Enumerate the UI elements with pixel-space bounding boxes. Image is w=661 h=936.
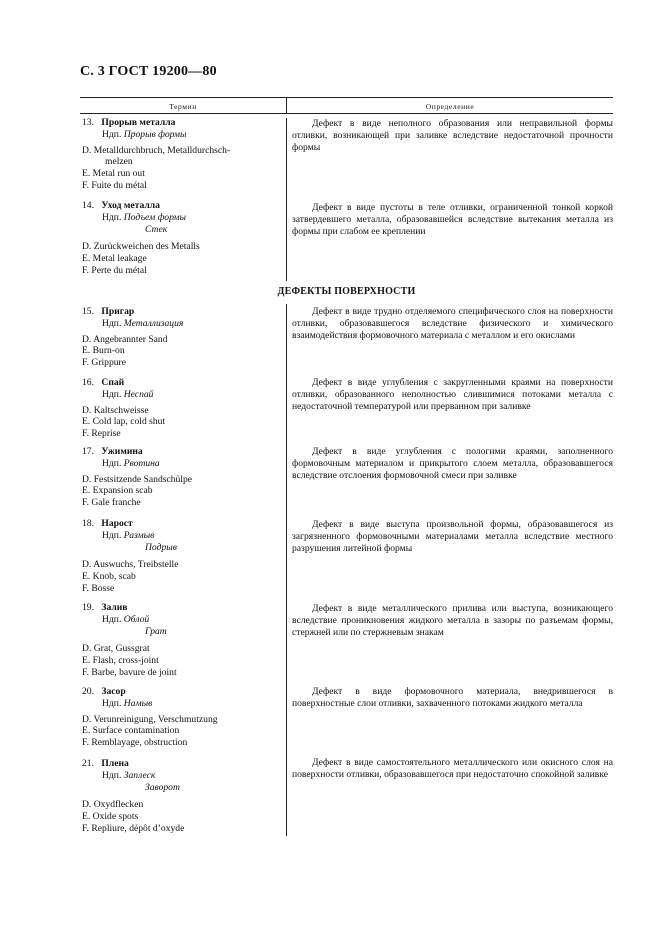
synonym: Облой xyxy=(123,613,150,625)
term-en: E. Metal run out xyxy=(82,168,145,180)
page-header: С. 3 ГОСТ 19200—80 xyxy=(80,64,217,79)
term-entry-16 xyxy=(82,377,282,440)
entry-number: 17. xyxy=(82,446,94,457)
term-de: D. Grat, Gussgrat xyxy=(82,643,150,655)
term-name: Нарост xyxy=(101,518,133,529)
term-name: Плена xyxy=(101,758,129,769)
ndp-label: Ндп. xyxy=(102,211,122,223)
section-title: ДЕФЕКТЫ ПОВЕРХНОСТИ xyxy=(277,286,416,297)
term-en: E. Expansion scab xyxy=(82,485,153,497)
term-fr: F. Barbe, bavure de joint xyxy=(82,666,177,678)
ndp-label: Ндп. xyxy=(102,128,122,140)
term-entry-13 xyxy=(82,117,282,192)
term-en: E. Cold lap, cold shut xyxy=(82,416,166,428)
term-en: E. Flash, cross-joint xyxy=(82,655,159,667)
column-divider-2 xyxy=(286,304,287,836)
synonym: Намыв xyxy=(123,697,153,709)
term-entry-20 xyxy=(82,686,282,749)
term-entry-17 xyxy=(82,446,282,509)
term-name: Засор xyxy=(101,686,126,697)
term-en: E. Burn-on xyxy=(82,345,125,357)
entry-number: 15. xyxy=(82,306,94,317)
term-fr: F. Fuite du métal xyxy=(82,179,147,191)
term-name: Ужимина xyxy=(101,446,143,457)
term-fr: F. Perte du métal xyxy=(82,264,147,276)
term-de: D. Angebrannter Sand xyxy=(82,333,168,345)
term-name: Залив xyxy=(101,602,128,613)
term-de: D. Festsitzende Sandschülpe xyxy=(82,473,193,485)
term-de: D. Auswuchs, Treibstelle xyxy=(82,559,179,571)
term-name: Уход металла xyxy=(101,200,160,211)
term-de: D. Verunreinigung, Verschmutzung xyxy=(82,713,218,725)
entry-number: 19. xyxy=(82,602,94,613)
term-fr: F. Gale franche xyxy=(82,497,141,509)
term-entry-21 xyxy=(82,758,282,835)
term-en: E. Oxide spots xyxy=(82,811,139,823)
definition-14: Дефект в виде пустоты в теле отливки, ограниченной тонкой коркой затвердевшего металла, образовавшейся вследствие вытекания металла из формы при слабом ее креплении xyxy=(292,202,613,237)
term-de: D. Zurückweichen des Metalls xyxy=(82,241,200,253)
synonym: Грат xyxy=(145,625,167,637)
term-entry-15 xyxy=(82,306,282,369)
synonym: Рвотина xyxy=(123,457,160,469)
term-en: E. Surface contamination xyxy=(82,725,180,737)
term-name: Прорыв металла xyxy=(101,117,176,128)
entry-number: 16. xyxy=(82,377,94,388)
entry-number: 18. xyxy=(82,518,94,529)
synonym: Заворот xyxy=(145,781,180,793)
entry-number: 14. xyxy=(82,200,94,211)
entry-number: 21. xyxy=(82,758,94,769)
term-name: Пригар xyxy=(101,306,135,317)
term-de: D. Kaltschweisse xyxy=(82,404,149,416)
table-top-rule xyxy=(80,97,613,98)
term-entry-19 xyxy=(82,602,282,679)
term-fr: F. Bosse xyxy=(82,582,115,594)
column-header-definition: Определение xyxy=(425,102,475,111)
term-entry-14 xyxy=(82,200,282,277)
synonym: Заплеск xyxy=(123,769,156,781)
term-fr: F. Repliure, dépôt d’oxyde xyxy=(82,822,185,834)
ndp-label: Ндп. xyxy=(102,613,122,625)
entry-number: 13. xyxy=(82,117,94,128)
definition-20: Дефект в виде формовочного материала, внедрившегося в поверхностные слои отливки, захваченного потоками жидкого металла xyxy=(292,686,613,709)
table-header-rule xyxy=(80,113,613,114)
ndp-label: Ндп. xyxy=(102,457,122,469)
definition-13: Дефект в виде неполного образования или неправильной формы отливки, возникающей при заливке вследствие недостаточной прочности формы xyxy=(292,118,613,153)
ndp-label: Ндп. xyxy=(102,317,122,329)
ndp-label: Ндп. xyxy=(102,697,122,709)
definition-19: Дефект в виде металлического прилива или выступа, возникающего вследствие проникновения жидкого металла в зазоры по разъемам формы, стержней или по стержневым знакам xyxy=(292,603,613,638)
ndp-label: Ндп. xyxy=(102,769,122,781)
definition-21: Дефект в виде самостоятельного металлического или окисного слоя на поверхности отливки, образовавшегося при недостаточно спокойной заливке xyxy=(292,757,613,780)
term-en: E. Knob, scab xyxy=(82,571,136,583)
ndp-label: Ндп. xyxy=(102,388,122,400)
definition-18: Дефект в виде выступа произвольной формы, образовавшегося из загрязненного формовочными материалами металла вследствие местного разрушения литейной формы xyxy=(292,519,613,554)
definition-16: Дефект в виде углубления с закругленными краями на поверхности отливки, образованного неполностью слившимися потоками металла с недостаточной температурой или прерванном при заливке xyxy=(292,377,613,412)
term-entry-18 xyxy=(82,518,282,595)
term-fr: F. Remblayage, obstruction xyxy=(82,737,188,749)
term-fr: F. Reprise xyxy=(82,428,121,440)
synonym: Подъем формы xyxy=(123,211,187,223)
synonym: Металлизация xyxy=(123,317,184,329)
entry-number: 20. xyxy=(82,686,94,697)
term-fr: F. Grippure xyxy=(82,357,126,369)
term-de: D. Metalldurchbruch, Metalldurchsch- xyxy=(82,144,231,156)
column-header-term: Термин xyxy=(169,102,197,111)
term-de-cont: melzen xyxy=(105,156,133,168)
synonym: Подрыв xyxy=(145,541,177,553)
ndp-label: Ндп. xyxy=(102,529,122,541)
synonym: Прорыв формы xyxy=(123,128,187,140)
term-en: E. Metal leakage xyxy=(82,253,147,265)
synonym: Стек xyxy=(145,223,168,235)
synonym: Неспай xyxy=(123,388,154,400)
column-divider-1 xyxy=(286,118,287,281)
term-de: D. Oxydflecken xyxy=(82,799,144,811)
definition-17: Дефект в виде углубления с пологими краями, заполненного формовочным материалом и прикрытого слоем металла, образовавшегося вследствие отслоения формовочной смеси при заливке xyxy=(292,446,613,481)
synonym: Размыв xyxy=(123,529,155,541)
definition-15: Дефект в виде трудно отделяемого специфического слоя на поверхности отливки, образовавшегося вследствие физического и химического взаимодействия формовочного материала с металлом и его окислами xyxy=(292,306,613,341)
term-name: Спай xyxy=(101,377,125,388)
